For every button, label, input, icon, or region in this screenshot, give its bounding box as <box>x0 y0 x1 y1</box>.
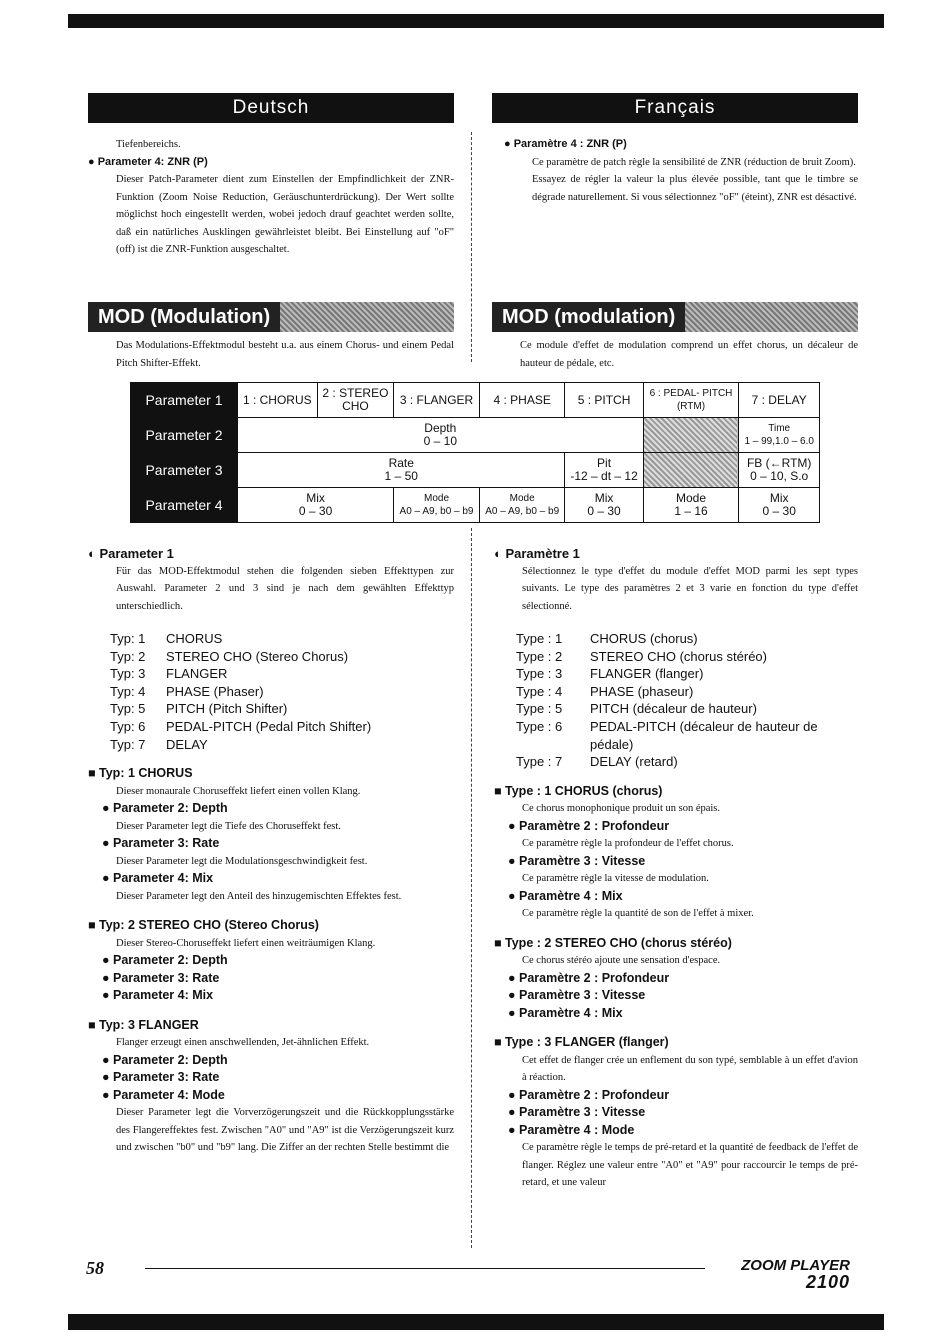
list-item <box>110 718 454 736</box>
top-bar <box>68 14 884 28</box>
de-mod-intro: Das Modulations-Effektmodul besteht u.a. aus einem Chorus- und einem Pedal Pitch Shifter-Effekt. <box>116 340 454 369</box>
type-value: FLANGER <box>166 666 228 682</box>
cell-text: 2 : STEREO <box>322 386 389 400</box>
list-item <box>516 630 858 648</box>
fr-type2-title: ■ Type : 2 STEREO CHO (chorus stéréo) <box>494 935 732 950</box>
de-type1-b1t: Dieser Parameter legt die Tiefe des Choruseffekt fest. <box>116 820 341 832</box>
param1-icon: ◐ <box>494 546 506 561</box>
cell-text: 6 : PEDAL- PITCH <box>649 388 733 399</box>
cell-text: 0 – 10 <box>423 434 457 448</box>
cell-text: A0 – A9, b0 – b9 <box>485 506 560 517</box>
fr-type3-b3t: Ce paramètre règle le temps de pré-retard et la quantité de feedback de l'effet de flanger. Réglez une valeur entre "A0" et "A9" pour raccourcir le temps de pré-retard, et une valeur <box>522 1142 858 1189</box>
fr-type1-b3t: Ce paramètre règle la quantité de son de l'effet à mixer. <box>522 908 754 920</box>
type-key: Type : 6 <box>516 718 563 734</box>
fr-mod-intro: Ce module d'effet de modulation comprend un effet chorus, un décaleur de hauteur de pédale, etc. <box>520 340 858 369</box>
type-key: Type : 1 <box>516 631 563 646</box>
de-lower-column <box>88 545 454 1157</box>
list-item <box>516 700 858 718</box>
type-key: Type : 5 <box>516 701 563 717</box>
de-type1-b3t: Dieser Parameter legt den Anteil des hinzugemischten Effektes fest. <box>116 890 402 902</box>
de-type3-b2: ● Parameter 3: Rate <box>102 1070 220 1085</box>
table-row <box>131 418 820 453</box>
de-type2-b3: ● Parameter 4: Mix <box>102 988 214 1003</box>
cell-text: 1 – 99,1.0 – 6.0 <box>744 436 814 447</box>
type-value: DELAY <box>166 736 208 752</box>
cell-chorus: 1 : CHORUS <box>238 383 318 418</box>
cell-shaded <box>643 453 739 488</box>
de-param1-text: Für das MOD-Effektmodul stehen die folgenden sieben Effekttypen zur Auswahl. Parameter 2 und 3 sind je nach dem gewählten Effekttyp unterschiedlich. <box>116 565 454 612</box>
type-key: Typ: 4 <box>110 683 146 699</box>
list-item <box>516 718 858 753</box>
row-header: Parameter 4 <box>131 488 238 523</box>
type-value: PITCH (décaleur de hauteur) <box>590 701 757 717</box>
cell-text: FB (←RTM) <box>746 456 812 470</box>
fr-znr-text1: Ce paramètre de patch règle la sensibilité de ZNR (réduction de bruit Zoom). <box>532 156 856 168</box>
table-row <box>131 383 820 418</box>
table-row <box>131 488 820 523</box>
de-type1-b2t: Dieser Parameter legt die Modulationsgeschwindigkeit fest. <box>116 855 368 867</box>
de-mod-heading <box>88 302 454 332</box>
de-mod-intro-block <box>116 337 454 372</box>
de-type1-b1: ● Parameter 2: Depth <box>102 801 228 816</box>
row-header: Parameter 1 <box>131 383 238 418</box>
list-item <box>110 683 454 701</box>
fr-type1-b2: ● Paramètre 3 : Vitesse <box>508 853 646 868</box>
cell-text: Rate <box>388 456 414 470</box>
cell-text: 0 – 30 <box>762 504 796 518</box>
page-number: 58 <box>86 1258 104 1278</box>
de-type2-b2: ● Parameter 3: Rate <box>102 970 220 985</box>
type-key: Typ: 1 <box>110 631 146 646</box>
type-key: Typ: 7 <box>110 736 146 752</box>
fr-type3-b1: ● Paramètre 2 : Profondeur <box>508 1087 670 1102</box>
cell-text: Mode <box>675 491 707 505</box>
de-type3-b3: ● Parameter 4: Mode <box>102 1087 225 1102</box>
type-value: PHASE (Phaser) <box>166 683 264 699</box>
cell-text: Mix <box>769 491 789 505</box>
type-key: Type : 4 <box>516 683 563 699</box>
fr-type1-b3: ● Paramètre 4 : Mix <box>508 888 623 903</box>
column-divider <box>471 132 472 362</box>
cell-text: 0 – 30 <box>298 504 333 518</box>
de-type3-b3t: Dieser Parameter legt die Vorverzögerungszeit und die Rückkopplungsstärke des Flangereffektes fest. Zwischen "A0" und "A9" ist die Verzögerungszeit kurz und zwischen "b0" und "b9" lang. Die Ziffer an der rechten Stelle bestimmt die <box>116 1107 454 1154</box>
cell-text: Mode <box>424 493 450 504</box>
cell-mode-flanger <box>394 488 480 523</box>
cell-phase: 4 : PHASE <box>479 383 565 418</box>
cell-depth <box>238 418 644 453</box>
type-value: PITCH (Pitch Shifter) <box>166 701 288 717</box>
cell-time <box>739 418 820 453</box>
de-type2-text: Dieser Stereo-Choruseffekt liefert einen weiträumigen Klang. <box>116 937 376 949</box>
type-key: Typ: 3 <box>110 666 146 682</box>
de-type1-b3: ● Parameter 4: Mix <box>102 871 214 886</box>
list-item <box>110 736 454 754</box>
de-type-list <box>110 630 454 753</box>
de-param1-title <box>88 545 454 563</box>
cell-fb <box>739 453 820 488</box>
logo-text: ZOOM PLAYER <box>741 1257 850 1274</box>
column-divider <box>471 528 472 1248</box>
list-item <box>516 753 858 771</box>
cell-pit <box>565 453 643 488</box>
cell-text: Depth <box>424 421 457 435</box>
type-key: Type : 7 <box>516 754 563 770</box>
cell-mix <box>238 488 394 523</box>
type-key: Typ: 6 <box>110 718 146 734</box>
type-key: Type : 3 <box>516 666 563 682</box>
de-line1: Tiefenbereichs. <box>116 139 181 150</box>
cell-stereo-cho <box>317 383 394 418</box>
fr-mod-intro-block <box>520 337 858 372</box>
cell-text: -12 – dt – 12 <box>570 469 638 483</box>
fr-type1-b1t: Ce paramètre règle la profondeur de l'effet chorus. <box>522 838 734 850</box>
fr-mod-title: MOD (modulation) <box>492 302 685 332</box>
fr-type3-text: Cet effet de flanger crée un enflement du son typé, semblable à un effet d'avion à réaction. <box>522 1054 858 1084</box>
list-item <box>516 648 858 666</box>
de-param1-title-text: Parameter 1 <box>99 546 174 561</box>
list-item <box>110 665 454 683</box>
de-type1-text: Dieser monaurale Choruseffekt liefert einen vollen Klang. <box>116 785 361 797</box>
cell-rate <box>238 453 565 488</box>
zoom-player-logo <box>715 1258 850 1290</box>
param1-icon: ◐ <box>88 546 100 561</box>
fr-type1-title: ■ Type : 1 CHORUS (chorus) <box>494 783 663 798</box>
fr-param1-text: Sélectionnez le type d'effet du module d'effet MOD parmi les sept types suivants. Le type des paramètres 2 et 3 varie en fonction du type d'effet sélectionné. <box>522 565 858 612</box>
fr-mod-heading <box>492 302 858 332</box>
fr-type1-b2t: Ce paramètre règle la vitesse de modulation. <box>522 873 709 885</box>
cell-text: Time <box>768 423 791 434</box>
cell-text: 0 – 30 <box>587 504 621 518</box>
type-value: PEDAL-PITCH (décaleur de hauteur de pédale) <box>590 718 818 752</box>
cell-mix-pitch <box>565 488 643 523</box>
cell-mode-pedal <box>643 488 739 523</box>
logo-model: 2100 <box>805 1272 850 1292</box>
cell-text: Mix <box>306 491 325 505</box>
de-type3-text: Flanger erzeugt einen anschwellenden, Jet-ähnlichen Effekt. <box>116 1037 370 1049</box>
footer-rule <box>145 1268 705 1269</box>
cell-text: Pit <box>597 456 612 470</box>
cell-shaded <box>643 418 739 453</box>
de-type3-b1: ● Parameter 2: Depth <box>102 1052 228 1067</box>
fr-lower-column <box>494 545 858 1192</box>
cell-mix-delay <box>739 488 820 523</box>
cell-text: 1 – 16 <box>674 504 708 518</box>
fr-znr-text2: Essayez de régler la valeur la plus élevée possible, tant que le timbre se dégrade naturellement. Si vous sélectionnez "oF" (éteint), ZNR est désactivé. <box>532 174 858 203</box>
cell-text: 1 – 50 <box>384 469 418 483</box>
type-value: PHASE (phaseur) <box>590 683 694 699</box>
type-value: STEREO CHO (chorus stéréo) <box>590 648 767 664</box>
cell-delay: 7 : DELAY <box>739 383 820 418</box>
fr-top-section <box>504 136 858 206</box>
type-value: STEREO CHO (Stereo Chorus) <box>166 648 349 664</box>
fr-type3-title: ■ Type : 3 FLANGER (flanger) <box>494 1035 669 1050</box>
list-item <box>110 648 454 666</box>
list-item <box>516 665 858 683</box>
type-key: Typ: 2 <box>110 648 146 664</box>
fr-type-list <box>516 630 858 771</box>
fr-type1-text: Ce chorus monophonique produit un son épais. <box>522 803 721 815</box>
de-type1-title: ■ Typ: 1 CHORUS <box>88 766 193 781</box>
cell-pitch: 5 : PITCH <box>565 383 643 418</box>
fr-type3-b2: ● Paramètre 3 : Vitesse <box>508 1105 646 1120</box>
row-header: Parameter 3 <box>131 453 238 488</box>
de-znr-text: Dieser Patch-Parameter dient zum Einstellen der Empfindlichkeit der ZNR-Funktion (Zoom Noise Reduction, Geräuschunterdrückung). Der Wert sollte möglichst hoch eingestellt werden, wobei jedoch drauf geachtet werden sollte, daß ein natürliches Ausklingen gewährleistet bleibt. Bei Einstellung auf "oF" (off) ist die ZNR-Funktion ausgeschaltet. <box>116 174 454 255</box>
bottom-bar <box>68 1314 884 1330</box>
fr-type3-b3: ● Paramètre 4 : Mode <box>508 1122 635 1137</box>
type-key: Type : 2 <box>516 648 563 664</box>
cell-flanger: 3 : FLANGER <box>394 383 480 418</box>
de-type2-title: ■ Typ: 2 STEREO CHO (Stereo Chorus) <box>88 918 319 933</box>
header-deutsch: Deutsch <box>88 93 454 123</box>
type-value: FLANGER (flanger) <box>590 666 704 682</box>
row-header: Parameter 2 <box>131 418 238 453</box>
de-top-section <box>88 136 454 259</box>
de-mod-title: MOD (Modulation) <box>88 302 280 332</box>
fr-type2-b2: ● Paramètre 3 : Vitesse <box>508 988 646 1003</box>
type-value: CHORUS (chorus) <box>590 631 698 646</box>
list-item <box>110 700 454 718</box>
fr-type2-b3: ● Paramètre 4 : Mix <box>508 1005 623 1020</box>
type-key: Typ: 5 <box>110 701 146 717</box>
cell-text: CHO <box>342 399 369 413</box>
fr-type2-text: Ce chorus stéréo ajoute une sensation d'espace. <box>522 955 721 967</box>
parameter-table <box>130 382 820 523</box>
cell-text: A0 – A9, b0 – b9 <box>399 506 474 517</box>
de-type1-b2: ● Parameter 3: Rate <box>102 836 220 851</box>
header-francais: Français <box>492 93 858 123</box>
fr-type2-b1: ● Paramètre 2 : Profondeur <box>508 970 670 985</box>
fr-param1-title-text: Paramètre 1 <box>505 546 580 561</box>
cell-text: 0 – 10, S.o <box>750 469 809 483</box>
list-item <box>110 630 454 648</box>
type-value: DELAY (retard) <box>590 754 678 770</box>
cell-text: Mix <box>594 491 614 505</box>
type-value: CHORUS <box>166 631 223 646</box>
de-type3-title: ■ Typ: 3 FLANGER <box>88 1017 199 1032</box>
fr-type1-b1: ● Paramètre 2 : Profondeur <box>508 818 670 833</box>
fr-param1-title <box>494 545 858 563</box>
table-row <box>131 453 820 488</box>
de-znr-heading: ● Parameter 4: ZNR (P) <box>88 155 208 168</box>
cell-pedal-pitch <box>643 383 739 418</box>
cell-text: Mode <box>509 493 535 504</box>
cell-mode-phase <box>479 488 565 523</box>
cell-text: (RTM) <box>676 401 706 412</box>
type-value: PEDAL-PITCH (Pedal Pitch Shifter) <box>166 718 372 734</box>
list-item <box>516 683 858 701</box>
de-type2-b1: ● Parameter 2: Depth <box>102 953 228 968</box>
fr-znr-heading: ● Paramètre 4 : ZNR (P) <box>504 138 627 150</box>
